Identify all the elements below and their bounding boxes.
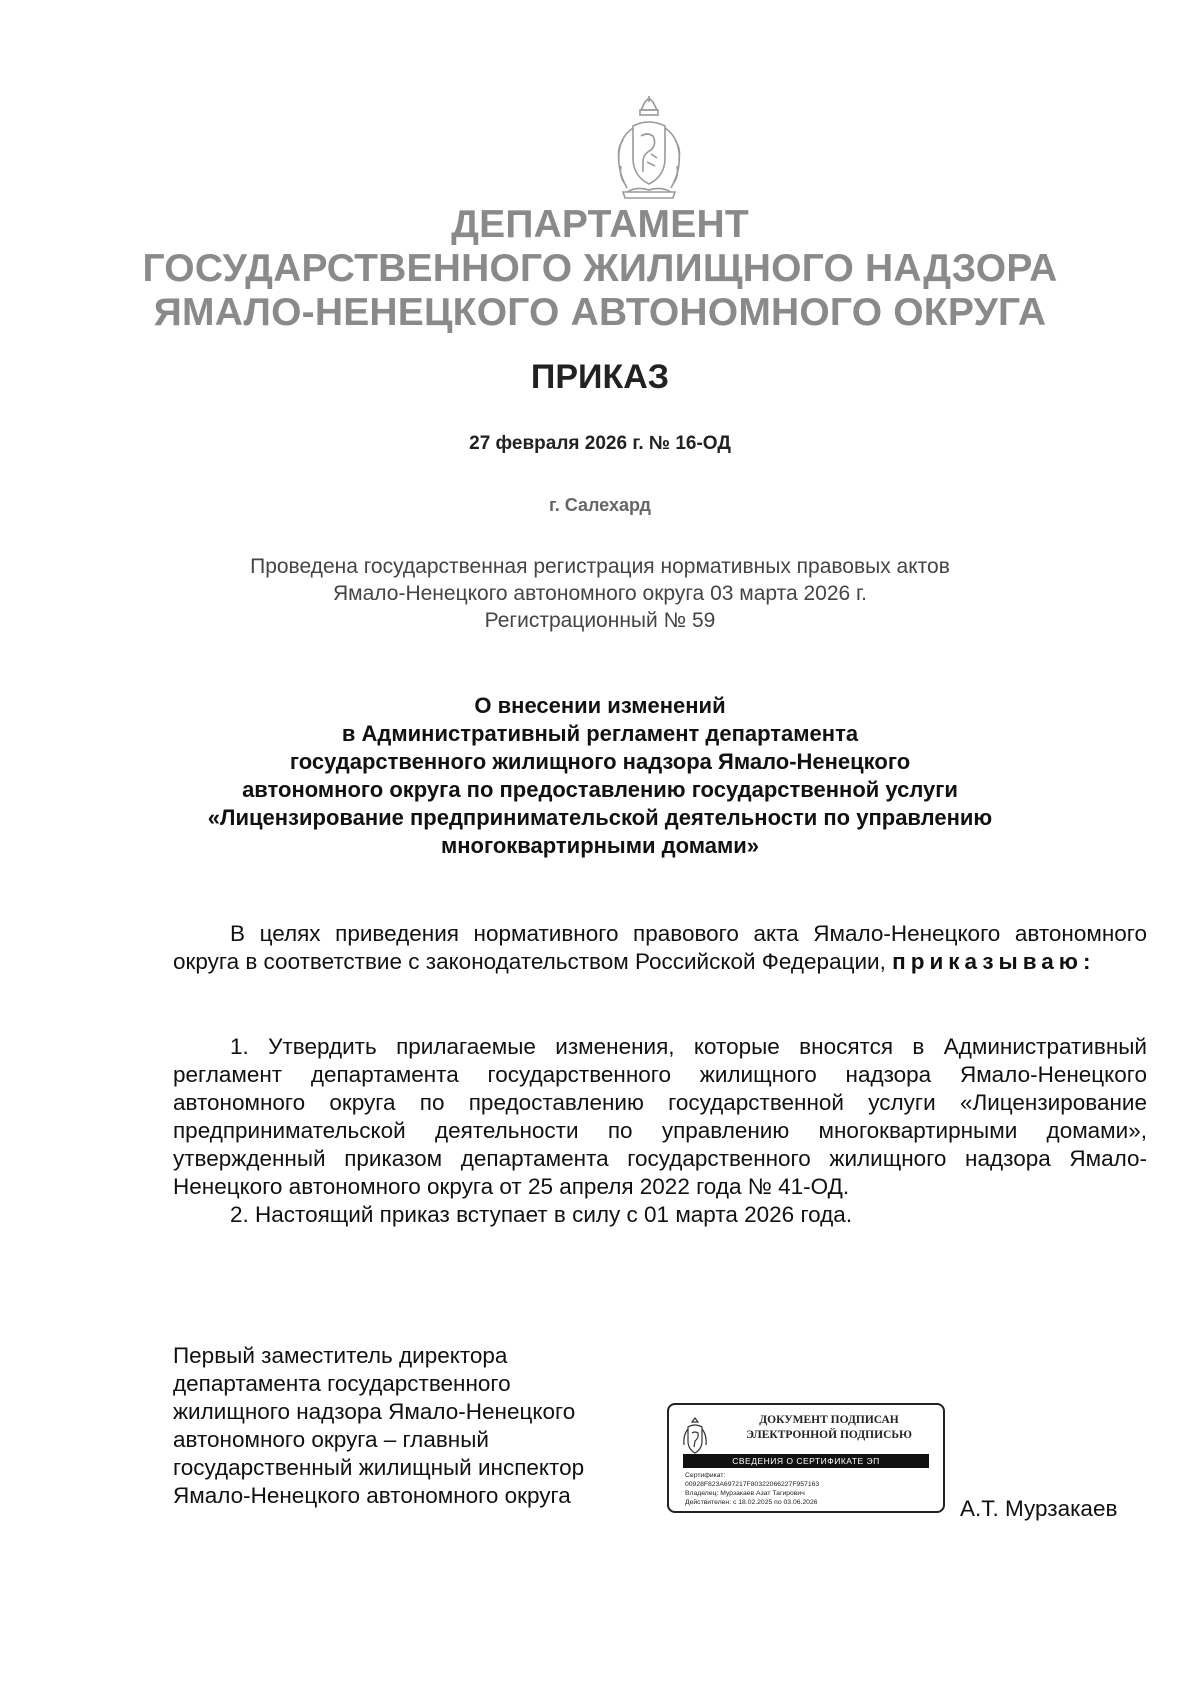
department-name-line: ЯМАЛО-НЕНЕЦКОГО АВТОНОМНОГО ОКРУГА xyxy=(153,291,1047,334)
document-type-heading: ПРИКАЗ xyxy=(530,358,670,396)
document-date-number: 27 февраля 2026 г. № 16-ОД xyxy=(469,433,731,454)
signer-position-line: государственный жилищный инспектор xyxy=(173,1455,585,1480)
stamp-certificate-header: СВЕДЕНИЯ О СЕРТИФИКАТЕ ЭП xyxy=(683,1454,929,1468)
signer-position-line: автономного округа – главный xyxy=(173,1427,489,1452)
coat-of-arms-emblem xyxy=(613,96,685,206)
order-item-1: 1. Утвердить прилагаемые изменения, которые вносятся в Административный регламент департамента государственного жилищного надзора Ямало-Ненецкого автономного округа по предоставлению государственной услуги «Лицензирование предпринимательской деятельности по управлению многоквартирными домами», утвержденный приказом департамента государственного жилищного надзора Ямало-Ненецкого автономного округа от 25 апреля 2022 года № 41-ОД. xyxy=(173,1034,1147,1199)
stamp-detail-line: Действителен: с 18.02.2025 по 03.06.2026 xyxy=(685,1499,818,1506)
signer-position-line: Первый заместитель директора xyxy=(173,1343,508,1368)
registration-line: Регистрационный № 59 xyxy=(484,609,716,632)
department-name-line: ДЕПАРТАМЕНТ xyxy=(451,203,749,246)
stamp-emblem-icon xyxy=(681,1417,709,1457)
signer-name: А.Т. Мурзакаев xyxy=(960,1496,1118,1521)
preamble-paragraph xyxy=(173,920,1147,976)
department-name-line: ГОСУДАРСТВЕННОГО ЖИЛИЩНОГО НАДЗОРА xyxy=(142,247,1058,290)
title-line: государственного жилищного надзора Ямало-Ненецкого xyxy=(289,749,911,774)
electronic-signature-stamp xyxy=(667,1403,945,1513)
title-line: в Административный регламент департамента xyxy=(341,721,859,746)
stamp-title xyxy=(721,1413,937,1443)
signer-position xyxy=(173,1342,673,1510)
registration-line: Проведена государственная регистрация нормативных правовых актов xyxy=(250,555,950,578)
order-items xyxy=(173,1033,1147,1229)
document-city: г. Салехард xyxy=(549,495,651,515)
stamp-certificate-details xyxy=(685,1471,935,1507)
registration-line: Ямало-Ненецкого автономного округа 03 марта 2026 г. xyxy=(333,582,867,605)
signer-position-line: Ямало-Ненецкого автономного округа xyxy=(173,1483,571,1508)
signer-position-line: департамента государственного xyxy=(173,1371,511,1396)
signer-position-line: жилищного надзора Ямало-Ненецкого xyxy=(173,1399,576,1424)
stamp-title-line: ЭЛЕКТРОННОЙ ПОДПИСЬЮ xyxy=(746,1429,912,1441)
order-item-2: 2. Настоящий приказ вступает в силу с 01 марта 2026 года. xyxy=(230,1202,853,1227)
stamp-detail-line: Сертификат: xyxy=(685,1472,726,1479)
title-line: автономного округа по предоставлению государственной услуги xyxy=(242,777,958,802)
title-line: «Лицензирование предпринимательской деятельности по управлению xyxy=(207,805,993,830)
stamp-detail-line: Владелец: Мурзакаев Азат Тагирович xyxy=(685,1490,805,1497)
preamble-text: В целях приведения нормативного правового акта Ямало-Ненецкого автономного округа в соответствие с законодательством Российской Федерации, xyxy=(173,921,1147,974)
stamp-detail-line: 00928F823A697217F80322066227F957163 xyxy=(685,1481,820,1488)
registration-note xyxy=(200,553,1000,634)
title-line: многоквартирными домами» xyxy=(440,833,760,858)
document-title xyxy=(170,692,1030,860)
title-line: О внесении изменений xyxy=(474,693,726,718)
order-word: приказываю: xyxy=(892,949,1096,974)
stamp-title-line: ДОКУМЕНТ ПОДПИСАН xyxy=(759,1414,899,1426)
